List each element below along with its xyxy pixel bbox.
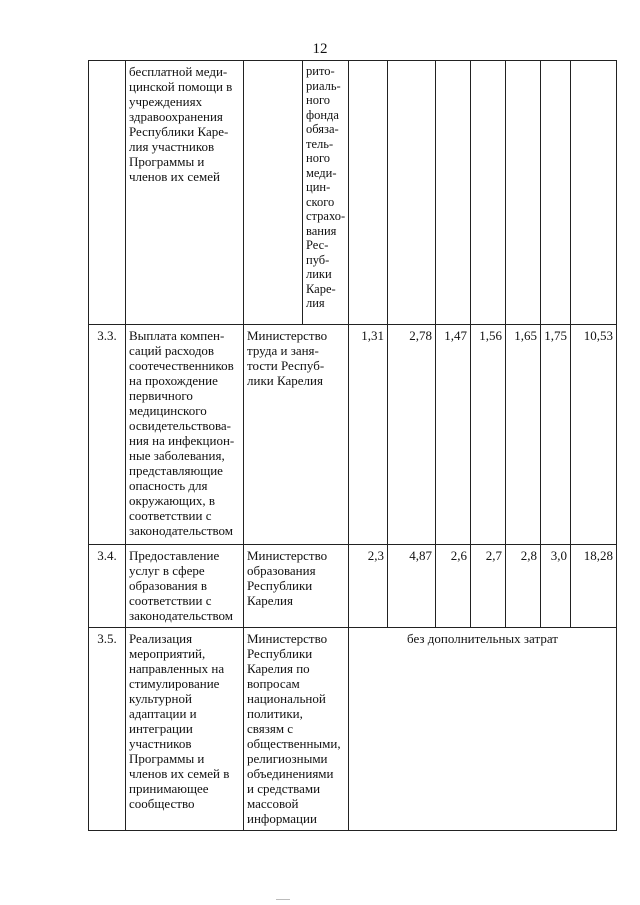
funding-source-text: рито- риаль- ного фонда обяза- тель- ного меди- цин- ского страхо- вания Рес- пуб- лики Каре- лия bbox=[306, 64, 346, 310]
value-2018: 1,65 bbox=[506, 325, 541, 545]
value-2014: 1,31 bbox=[349, 325, 388, 545]
value-2017: 2,7 bbox=[471, 545, 506, 628]
funding-source-cell bbox=[303, 61, 349, 325]
scan-mark bbox=[276, 899, 290, 900]
executor-cell bbox=[244, 61, 303, 325]
value-2014: 2,3 bbox=[349, 545, 388, 628]
measure-text: бесплатной меди- цинской помощи в учреждениях здравоохранения Республики Каре- лия участников Программы и членов их семей bbox=[129, 64, 233, 184]
measure-text: Выплата компен- саций расходов соотечественников на прохождение первичного медицинского освидетельствова- ния на инфекцион- ные заболевания, представляющие опасность для окружающих, в соответствии с законодательством bbox=[129, 328, 235, 538]
executor-cell bbox=[244, 545, 349, 628]
value-2019: 3,0 bbox=[541, 545, 571, 628]
value-total: 10,53 bbox=[571, 325, 617, 545]
value-cell bbox=[388, 61, 436, 325]
value-cell bbox=[436, 61, 471, 325]
executor-text: Министерство образования Республики Карелия bbox=[247, 548, 328, 608]
value-2018: 2,8 bbox=[506, 545, 541, 628]
measure-cell bbox=[126, 325, 244, 545]
row-number-cell bbox=[89, 61, 126, 325]
value-cell bbox=[506, 61, 541, 325]
table-row bbox=[89, 61, 617, 325]
value-2015: 4,87 bbox=[388, 545, 436, 628]
value-2016: 1,47 bbox=[436, 325, 471, 545]
measure-cell bbox=[126, 628, 244, 831]
value-cell bbox=[541, 61, 571, 325]
table-row bbox=[89, 628, 617, 831]
table-row bbox=[89, 325, 617, 545]
value-cell bbox=[471, 61, 506, 325]
value-2015: 2,78 bbox=[388, 325, 436, 545]
row-number: 3.5. bbox=[89, 628, 126, 831]
table-row bbox=[89, 545, 617, 628]
measure-cell bbox=[126, 61, 244, 325]
executor-cell bbox=[244, 325, 349, 545]
value-2017: 1,56 bbox=[471, 325, 506, 545]
measure-cell bbox=[126, 545, 244, 628]
no-additional-cost-note: без дополнительных затрат bbox=[349, 628, 617, 831]
value-cell bbox=[349, 61, 388, 325]
row-number: 3.4. bbox=[89, 545, 126, 628]
value-2019: 1,75 bbox=[541, 325, 571, 545]
value-2016: 2,6 bbox=[436, 545, 471, 628]
page-number: 12 bbox=[312, 41, 328, 57]
value-total: 18,28 bbox=[571, 545, 617, 628]
executor-cell bbox=[244, 628, 349, 831]
row-number: 3.3. bbox=[89, 325, 126, 545]
measure-text: Реализация мероприятий, направленных на стимулирование культурной адаптации и интеграции участников Программы и членов их семей в принимающее сообщество bbox=[129, 631, 230, 811]
executor-text: Министерство Республики Карелия по вопросам национальной политики, связям с общественными, религиозными объединениями и средствами массовой информации bbox=[247, 631, 341, 826]
program-measures-table bbox=[88, 60, 617, 831]
executor-text: Министерство труда и заня- тости Респуб- лики Карелия bbox=[247, 328, 328, 388]
measure-text: Предоставление услуг в сфере образования в соответствии с законодательством bbox=[129, 548, 234, 623]
value-cell bbox=[571, 61, 617, 325]
